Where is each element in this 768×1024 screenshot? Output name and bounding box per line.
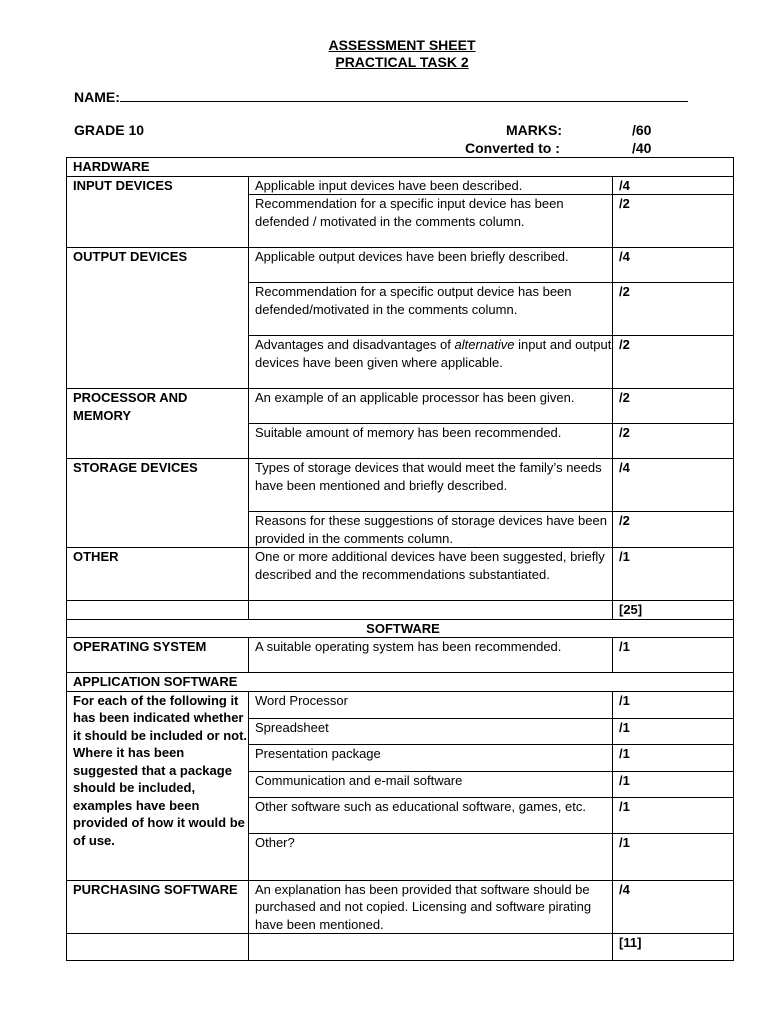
category-processor-memory: PROCESSOR AND MEMORY bbox=[67, 389, 249, 459]
converted-value: /40 bbox=[632, 140, 652, 156]
table-row bbox=[67, 691, 734, 718]
criterion-text: Other software such as educational software, games, etc. bbox=[249, 797, 613, 833]
table-row bbox=[67, 459, 734, 512]
table-row bbox=[67, 548, 734, 601]
mark-cell: /2 bbox=[613, 424, 734, 459]
assessment-table bbox=[66, 157, 734, 961]
mark-cell: /1 bbox=[613, 638, 734, 673]
criterion-text: One or more additional devices have been suggested, briefly described and the recommendations substantiated. bbox=[249, 548, 613, 601]
marks-value: /60 bbox=[632, 122, 652, 138]
marks-label: MARKS: bbox=[506, 122, 562, 138]
software-section-label: SOFTWARE bbox=[67, 619, 734, 638]
name-field bbox=[74, 88, 688, 106]
criterion-text: Reasons for these suggestions of storage devices have been provided in the comments column. bbox=[249, 512, 613, 548]
hardware-section-row bbox=[67, 158, 734, 177]
name-underline bbox=[120, 88, 688, 102]
mark-cell: /4 bbox=[613, 880, 734, 934]
criterion-text-emphasis: alternative bbox=[454, 337, 515, 352]
hardware-subtotal: [25] bbox=[613, 601, 734, 620]
mark-cell: /2 bbox=[613, 195, 734, 248]
empty-cell bbox=[249, 934, 613, 961]
criterion-text: Spreadsheet bbox=[249, 718, 613, 744]
software-section-row bbox=[67, 619, 734, 638]
mark-cell: /1 bbox=[613, 771, 734, 797]
empty-cell bbox=[249, 601, 613, 620]
mark-cell: /2 bbox=[613, 512, 734, 548]
criterion-text: Recommendation for a specific output device has been defended/motivated in the comments column. bbox=[249, 283, 613, 336]
table-row bbox=[67, 880, 734, 934]
application-section-row bbox=[67, 673, 734, 692]
criterion-text: Suitable amount of memory has been recommended. bbox=[249, 424, 613, 459]
mark-cell: /2 bbox=[613, 283, 734, 336]
criterion-text: Applicable output devices have been briefly described. bbox=[249, 248, 613, 283]
table-row bbox=[67, 176, 734, 195]
sheet-subtitle: PRACTICAL TASK 2 bbox=[335, 54, 469, 70]
application-software-label: APPLICATION SOFTWARE bbox=[67, 673, 734, 692]
category-input-devices: INPUT DEVICES bbox=[67, 176, 249, 248]
criterion-text-pre: Advantages and disadvantages of bbox=[255, 337, 455, 352]
software-subtotal: [11] bbox=[613, 934, 734, 961]
converted-label: Converted to : bbox=[465, 140, 560, 156]
category-other: OTHER bbox=[67, 548, 249, 601]
mark-cell: /4 bbox=[613, 248, 734, 283]
mark-cell: /1 bbox=[613, 797, 734, 833]
criterion-text: A suitable operating system has been recommended. bbox=[249, 638, 613, 673]
table-row bbox=[67, 638, 734, 673]
empty-cell bbox=[67, 601, 249, 620]
hardware-section-label: HARDWARE bbox=[67, 158, 734, 177]
table-row bbox=[67, 248, 734, 283]
name-label: NAME: bbox=[74, 89, 120, 105]
criterion-text: An example of an applicable processor has been given. bbox=[249, 389, 613, 424]
mark-cell: /1 bbox=[613, 548, 734, 601]
subtotal-row bbox=[67, 601, 734, 620]
category-storage-devices: STORAGE DEVICES bbox=[67, 459, 249, 548]
mark-cell: /2 bbox=[613, 336, 734, 389]
mark-cell: /1 bbox=[613, 744, 734, 771]
application-instruction: For each of the following it has been indicated whether it should be included or not. Where it has been suggested that a package should be included, examples have been provided of how it would be of use. bbox=[67, 691, 249, 880]
criterion-text: Types of storage devices that would meet the family’s needs have been mentioned and briefly described. bbox=[249, 459, 613, 512]
mark-cell: /2 bbox=[613, 389, 734, 424]
grade-label: GRADE 10 bbox=[74, 122, 145, 138]
criterion-text: Word Processor bbox=[249, 691, 613, 718]
category-operating-system: OPERATING SYSTEM bbox=[67, 638, 249, 673]
mark-cell: /4 bbox=[613, 459, 734, 512]
criterion-text-post: input and output devices have been given where applicable. bbox=[255, 337, 612, 370]
criterion-text: Communication and e-mail software bbox=[249, 771, 613, 797]
criterion-text: Presentation package bbox=[249, 744, 613, 771]
table-row bbox=[67, 389, 734, 424]
category-purchasing-software: PURCHASING SOFTWARE bbox=[67, 880, 249, 934]
mark-cell: /4 bbox=[613, 176, 734, 195]
criterion-text bbox=[249, 336, 613, 389]
category-output-devices: OUTPUT DEVICES bbox=[67, 248, 249, 389]
criterion-text: Recommendation for a specific input device has been defended / motivated in the comments column. bbox=[249, 195, 613, 248]
empty-cell bbox=[67, 934, 249, 961]
subtotal-row bbox=[67, 934, 734, 961]
mark-cell: /1 bbox=[613, 718, 734, 744]
criterion-text: Applicable input devices have been described. bbox=[249, 176, 613, 195]
sheet-title: ASSESSMENT SHEET bbox=[328, 37, 476, 53]
mark-cell: /1 bbox=[613, 691, 734, 718]
criterion-text: Other? bbox=[249, 833, 613, 880]
criterion-text: An explanation has been provided that software should be purchased and not copied. Licensing and software pirating have been mentioned. bbox=[249, 880, 613, 934]
mark-cell: /1 bbox=[613, 833, 734, 880]
